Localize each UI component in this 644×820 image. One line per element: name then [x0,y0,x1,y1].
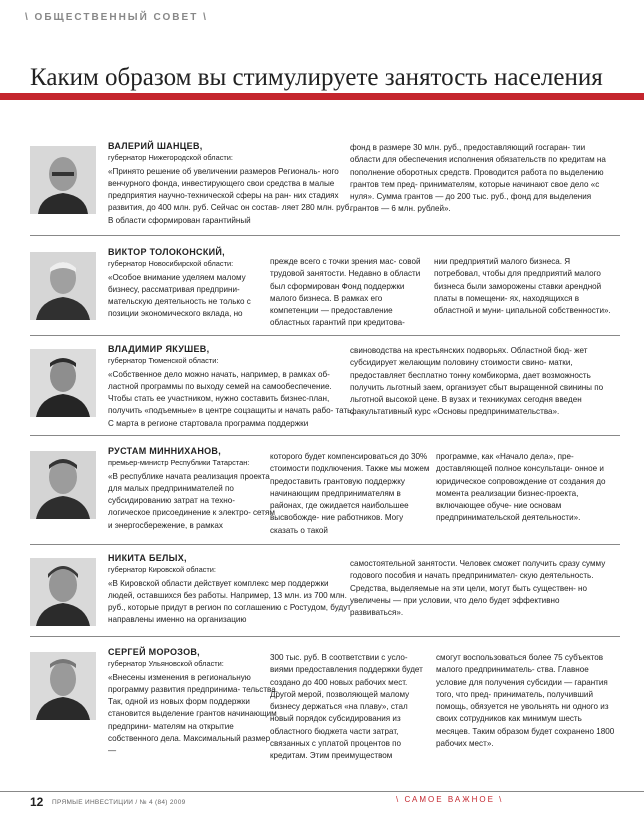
quote-column-1: «В Кировской области действует комплекс мер поддержки людей, оставшихся без работы. Например, 13 млн. из 700 млн. руб., которые придут в регион по соглашению с Ростудом, будут направлены именно на организацию [108,578,351,625]
quote-column-2: которого будет компенсироваться до 30% стоимости подключения. Также мы можем предоставить грантовую поддержку начинающим предпринимателям в районах, где ожидается наибольшее высвобожде- ние работников. Могу сказать о такой [270,452,430,535]
quote-column-1: «Принято решение об увеличении размеров Региональ- ного венчурного фонда, инвестирующего свои средства в малые предприятия научно-технической сферы на ран- них стадиях развития, до 400 млн. руб. Сейчас он состав- ляет 280 млн. руб. В области сформирован гарантийный [108,166,352,225]
quote-column-3: смогут воспользоваться более 75 субъектов малого предприниматель- ства. Главное условие для получения субсидии — гарантия того, что пред- приниматель, получивший помощь, обязуется не увольнять ни одного из своих сотрудников как минимум шесть месяцев. Таким образом будет сохранено 1800 рабочих мест». [436,653,615,749]
footer-section: \ САМОЕ ВАЖНОЕ \ [396,795,504,804]
quote-column-1: «Внесены изменения в региональную программу развития предпринима- тельства. Так, одной из новых форм поддержки становится выделение грантов начинающим предприни- мателям на открытие собственного дела. Максимальный размер — [108,672,278,756]
quote-column-2: самостоятельной занятости. Человек сможет получить сразу сумму годового пособия и начать предпринимател- скую деятельность. Средства, выделяемые на эти цели, могут быть существен- но увеличены — при условии, что дело будет эффективно развиваться». [350,559,606,618]
person-name: СЕРГЕЙ МОРОЗОВ, [108,647,200,657]
page-title: Каким образом вы стимулируете занятость населения [30,64,603,91]
person-name: ВЛАДИМИР ЯКУШЕВ, [108,344,210,354]
person-role: премьер-министр Республики Татарстан: [108,458,250,468]
divider [30,335,620,336]
section-label: \ ОБЩЕСТВЕННЫЙ СОВЕТ \ [25,12,208,23]
page-number: 12 [30,795,44,809]
person-role: губернатор Новосибирской области: [108,259,234,269]
title-rule [0,93,644,100]
portrait-photo [30,252,96,320]
portrait-photo [30,349,96,417]
divider [30,435,620,436]
quote-column-2: 300 тыс. руб. В соответствии с усло- виями предоставления поддержки будет создано до 400 новых рабочих мест. Другой мерой, позволяющей малому бизнесу держаться «на плаву», стал новый порядок субсидирования из областного бюджета части затрат, связанных с уплатой процентов по кредитам. Этим преимуществом [270,653,423,761]
person-role: губернатор Нижегородской области: [108,153,233,163]
person-name: ВИКТОР ТОЛОКОНСКИЙ, [108,247,225,257]
person-role: губернатор Кировской области: [108,565,216,575]
quote-column-1: «Собственное дело можно начать, например, в рамках об- ластной программы по выходу семей на самообеспечение. Чтобы стать ее участником, нужно составить бизнес-план, получить «подъемные» в центре соцзащиты и начать рабо- тать. С марта в регионе стартовала программа поддержки [108,369,354,428]
portrait-photo [30,146,96,214]
quote-column-3: нии предприятий малого бизнеса. Я потребовал, чтобы для предприятий малого бизнеса были заморожены ставки арендной платы в помещени- ях, находящихся в областной и муни- ципальной собственности». [434,257,611,316]
portrait-photo [30,652,96,720]
footer-rule [0,791,644,792]
quote-column-2: фонд в размере 30 млн. руб., предоставляющий госгаран- тии области для обеспечения исполнения обязательств по кредитам на пополнение оборотных средств. Проводится работа по выделению грантов тем пред- принимателям, которые начинают свое дело «с нуля». Сумма грантов — до 200 тыс. руб., фонд для выделения грантов — 6 млн. рублей». [350,143,606,214]
divider [30,544,620,545]
portrait-photo [30,451,96,519]
quote-column-1: «В республике начата реализация проекта для малых предпринимателей по субсидированию затрат на техно- логическое присоединение к электро- сетям и энергосбережение, в рамках [108,471,275,530]
quote-column-2: прежде всего с точки зрения мас- совой трудовой занятости. Недавно в области был сформирован Фонд поддержки малого бизнеса. В рамках его компетенции — предоставление областных гарантий при кредитова- [270,257,421,328]
divider [30,636,620,637]
person-name: РУСТАМ МИННИХАНОВ, [108,446,222,456]
quote-column-3: программе, как «Начало дела», пре- доставляющей полное консультаци- онное и юридическое сопровождение от создания до момента реализации бизнес-проекта, включающее обуче- ние основам предпринимательской деятельности». [436,452,606,523]
person-role: губернатор Ульяновской области: [108,659,224,669]
person-name: ВАЛЕРИЙ ШАНЦЕВ, [108,141,203,151]
quote-column-2: свиноводства на крестьянских подворьях. Областной бюд- жет субсидирует желающим половину стоимости свино- матки, предоставляет бесплатно тонну комбикорма, дает возможность получить льготный заем, организует сбыт выращенной свинины по льготной высокой цене. В вузах и техникумах сегодня введен факультативный курс «Основы предпринимательства». [350,346,604,417]
quote-column-1: «Особое внимание уделяем малому бизнесу, рассматривая предприни- мательскую деятельность не только с позиции экономического вклада, но [108,272,251,319]
divider [30,235,620,236]
portrait-photo [30,558,96,626]
person-role: губернатор Тюменской области: [108,356,219,366]
person-name: НИКИТА БЕЛЫХ, [108,553,187,563]
magazine-name: ПРЯМЫЕ ИНВЕСТИЦИИ / № 4 (84) 2009 [52,799,186,806]
